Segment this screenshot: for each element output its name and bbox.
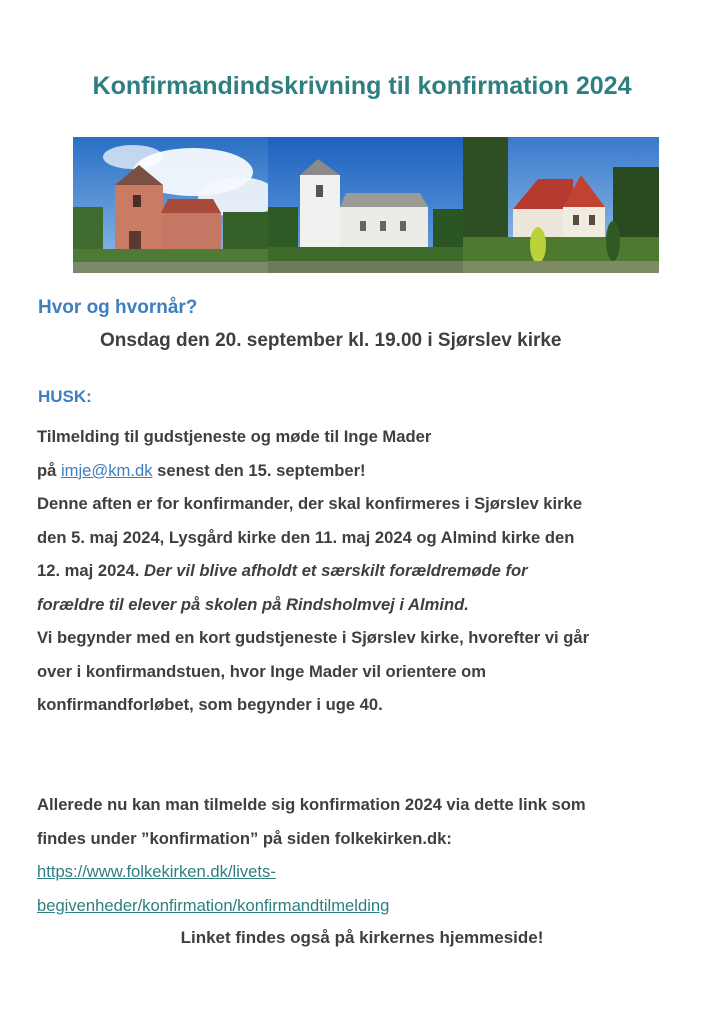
- email-link[interactable]: imje@km.dk: [60, 460, 153, 480]
- church-photo-strip: [73, 137, 659, 273]
- text-line: Allerede nu kan man tilmelde sig konfirmation 2024 via dette link som: [37, 795, 586, 814]
- remember-heading: HUSK:: [38, 387, 92, 406]
- text-line: konfirmandforløbet, som begynder i uge 40.: [37, 695, 383, 714]
- text-line: forældre til elever på skolen på Rindsholmvej i Almind.: [37, 594, 469, 614]
- signup-paragraph: [37, 788, 687, 922]
- where-when-heading: Hvor og hvornår?: [38, 297, 198, 318]
- text-line: Denne aften er for konfirmander, der skal konfirmeres i Sjørslev kirke: [37, 494, 583, 513]
- italic-text: Der vil blive afholdt et særskilt forældremøde for: [144, 561, 528, 580]
- text-line: over i konfirmandstuen, hvor Inge Mader vil orientere om: [37, 661, 487, 681]
- church-red-brick-photo: [73, 137, 268, 273]
- text-fragment: på: [37, 460, 61, 480]
- signup-link-part1[interactable]: https://www.folkekirken.dk/livets-: [37, 862, 276, 881]
- church-white-tower-photo: [268, 137, 463, 273]
- text-line: findes under ”konfirmation” på siden folkekirken.dk:: [37, 828, 452, 848]
- text-line: Tilmelding til gudstjeneste og møde til Inge Mader: [37, 427, 432, 446]
- closing-note: Linket findes også på kirkernes hjemmeside!: [180, 928, 544, 947]
- text-line: [37, 554, 687, 588]
- signup-link-part2[interactable]: begivenheder/konfirmation/konfirmandtilmelding: [37, 895, 390, 915]
- event-date-text: Onsdag den 20. september kl. 19.00 i Sjørslev kirke: [100, 330, 562, 351]
- registration-paragraph: [37, 420, 687, 722]
- text-line: [37, 454, 687, 488]
- text-line: den 5. maj 2024, Lysgård kirke den 11. maj 2024 og Almind kirke den: [37, 527, 575, 547]
- page-title: Konfirmandindskrivning til konfirmation 2024: [92, 72, 632, 100]
- church-red-roof-photo: [463, 137, 659, 273]
- text-line: Vi begynder med en kort gudstjeneste i Sjørslev kirke, hvorefter vi går: [37, 628, 590, 647]
- text-fragment: senest den 15. september!: [152, 460, 366, 480]
- text-fragment: 12. maj 2024.: [37, 561, 145, 580]
